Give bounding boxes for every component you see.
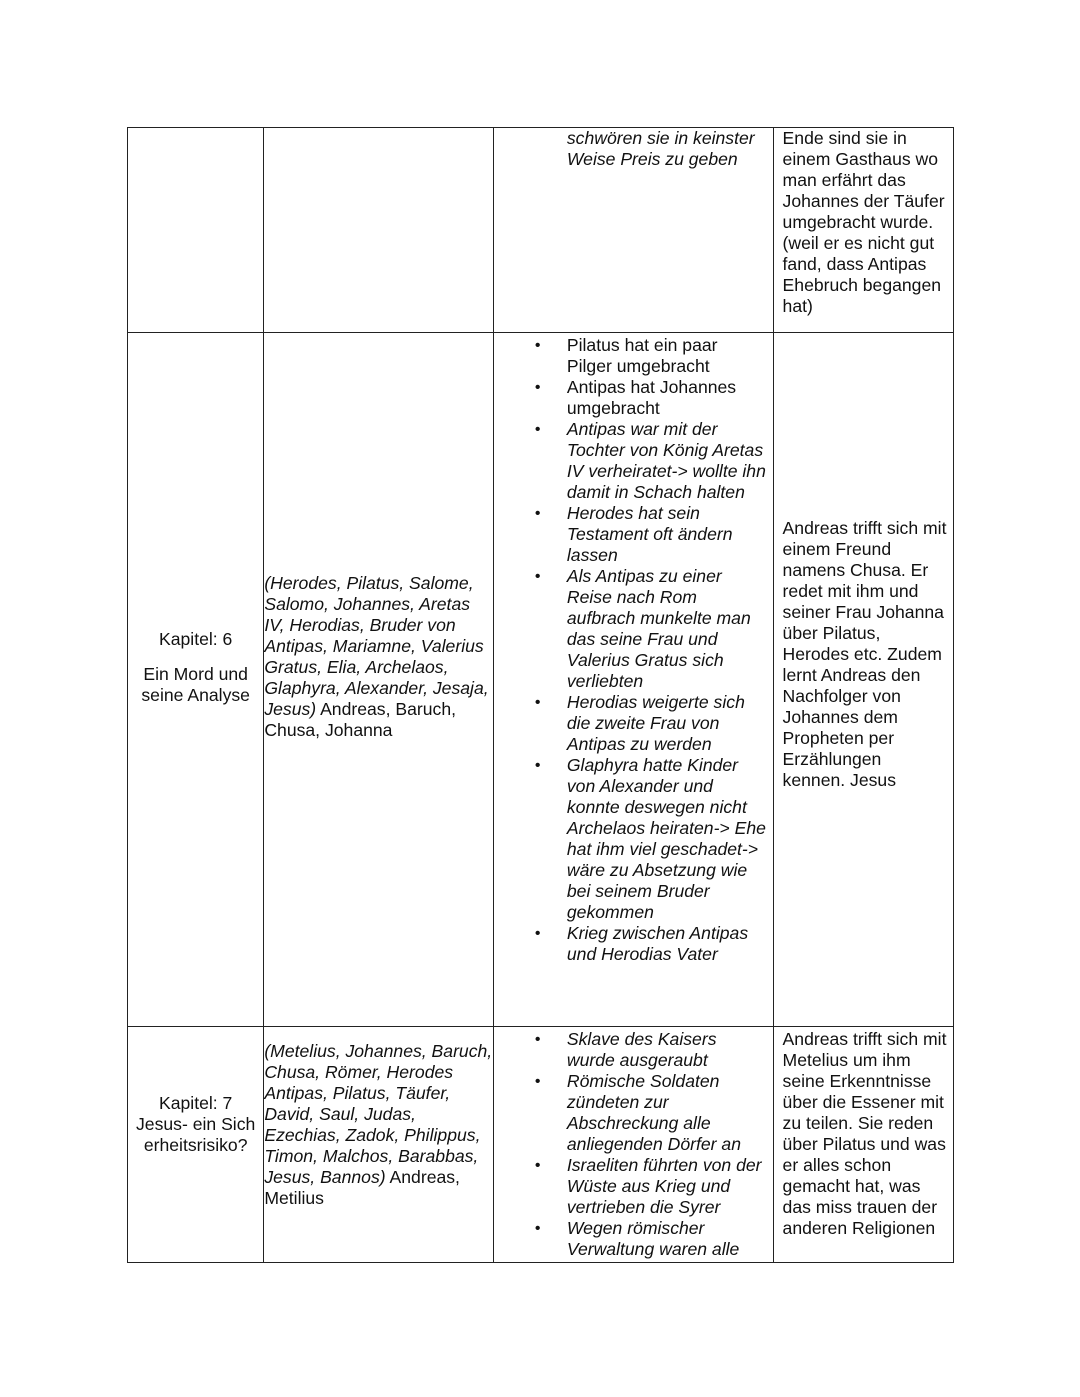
names-cell: [264, 1027, 494, 1263]
chapter-cell: [128, 128, 264, 333]
list-item: • Israeliten führten von der Wüste aus Krieg und vertrieben die Syrer: [494, 1155, 773, 1218]
list-item: • Wegen römischer Verwaltung waren alle: [494, 1218, 773, 1260]
chapter-label: Kapitel: 7: [158, 1093, 233, 1113]
names-cell: [264, 333, 494, 1027]
summary-cell: [773, 1027, 953, 1263]
chapter-title: Jesus- ein Sicherheitsrisiko?: [136, 1114, 256, 1155]
chapter-title: Ein Mord und seine Analyse: [141, 664, 250, 705]
list-item: • Pilatus hat ein paar Pilger umgebracht: [494, 335, 773, 377]
list-item: • Krieg zwischen Antipas und Herodias Vater: [494, 923, 773, 965]
events-cell: [493, 1027, 773, 1263]
chapter-label: Kapitel: 6: [158, 629, 233, 649]
table-row: [128, 128, 954, 333]
summary-cell: [773, 333, 953, 1027]
main-characters: Andreas, Metilius: [264, 1166, 460, 1208]
list-item: • Als Antipas zu einer Reise nach Rom aufbrach munkelte man das seine Frau und Valerius Gratus sich verliebten: [494, 566, 773, 692]
events-cell: [493, 128, 773, 333]
side-characters: (Herodes, Pilatus, Salome, Salomo, Johannes, Aretas IV, Herodias, Bruder von Antipas, Mariamne, Valerius Gratus, Elia, Archelaos, Glaphyra, Alexander, Jesaja, Jesus): [264, 572, 489, 719]
summary-text: Ende sind sie in einem Gasthaus wo man erfährt das Johannes der Täufer umgebracht wurde. (weil er es nicht gut fand, dass Antipas Ehebruch begangen hat): [782, 128, 945, 316]
list-item: • Herodias weigerte sich die zweite Frau von Antipas zu werden: [494, 692, 773, 755]
events-cell: [493, 333, 773, 1027]
table-row: [128, 333, 954, 1027]
table-row: [128, 1027, 954, 1263]
side-characters: (Metelius, Johannes, Baruch, Chusa, Römer, Herodes Antipas, Pilatus, Täufer, David, Saul, Judas, Ezechias, Zadok, Philippus, Timon, Malchos, Barabbas, Jesus, Bannos): [264, 1040, 493, 1187]
names-cell: [264, 128, 494, 333]
summary-cell: [773, 128, 953, 333]
summary-text: Andreas trifft sich mit Metelius um ihm seine Erkenntnisse über die Essener mit zu teilen. Sie reden über Pilatus und was er alles schon gemacht hat, was das miss trauen der anderen Religionen: [782, 1029, 947, 1238]
list-item: • Römische Soldaten zündeten zur Abschreckung alle anliegenden Dörfer an: [494, 1071, 773, 1155]
chapter-summary-table: [127, 127, 954, 1263]
main-characters: Andreas, Baruch, Chusa, Johanna: [264, 698, 457, 740]
events-list: [494, 1029, 773, 1260]
events-continued-text: schwören sie in keinster Weise Preis zu geben: [566, 128, 755, 169]
list-item: • Herodes hat sein Testament oft ändern lassen: [494, 503, 773, 566]
list-item: • Antipas war mit der Tochter von König Aretas IV verheiratet-> wollte ihn damit in Schach halten: [494, 419, 773, 503]
summary-text: Andreas trifft sich mit einem Freund namens Chusa. Er redet mit ihm und seiner Frau Johanna über Pilatus, Herodes etc. Zudem lernt Andreas den Nachfolger von Johannes dem Propheten per Erzählungen kennen. Jesus: [782, 518, 947, 790]
chapter-cell: [128, 1027, 264, 1263]
list-item: • Sklave des Kaisers wurde ausgeraubt: [494, 1029, 773, 1071]
events-list: [494, 335, 773, 965]
list-item: • Antipas hat Johannes umgebracht: [494, 377, 773, 419]
list-item: • Glaphyra hatte Kinder von Alexander und konnte deswegen nicht Archelaos heiraten-> Ehe hat ihm viel geschadet-> wäre zu Absetzung wie bei seinem Bruder gekommen: [494, 755, 773, 923]
chapter-cell: [128, 333, 264, 1027]
